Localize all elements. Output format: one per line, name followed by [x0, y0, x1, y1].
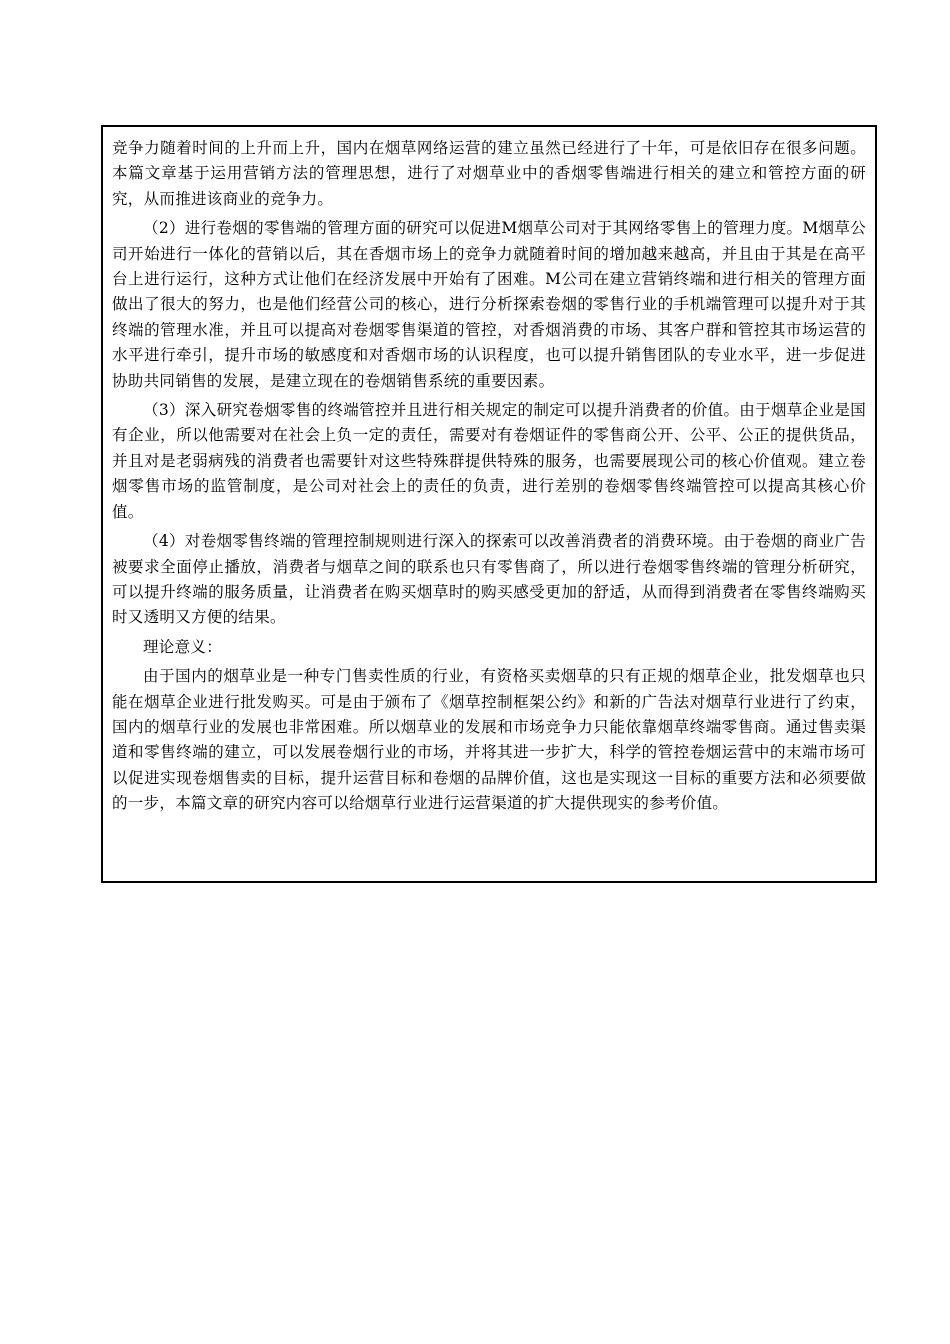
paragraph-point-3: （3）深入研究卷烟零售的终端管控并且进行相关规定的制定可以提升消费者的价值。由于烟草企业是国有企业，所以他需要对在社会上负一定的责任，需要对有卷烟证件的零售商公开、公平、公正的提供货品，并且对是老弱病残的消费者也需要针对这些特殊群提供特殊的服务，也需要展现公司的核心价值观。建立卷烟零售市场的监管制度，是公司对社会上的责任的负责，进行差别的卷烟零售终端管控可以提高其核心价值。: [112, 401, 866, 521]
paragraph-continuation: 竞争力随着时间的上升而上升，国内在烟草网络运营的建立虽然已经进行了十年，可是依旧存在很多问题。本篇文章基于运用营销方法的管理思想，进行了对烟草业中的香烟零售端进行相关的建立和管控方面的研究，从而推进该商业的竞争力。: [112, 139, 866, 208]
theory-significance-heading: 理论意义：: [143, 637, 223, 656]
bordered-text-box: [101, 125, 877, 883]
paragraph-theory: 由于国内的烟草业是一种专门售卖性质的行业，有资格买卖烟草的只有正规的烟草企业，批发烟草也只能在烟草企业进行批发购买。可是由于颁布了《烟草控制框架公约》和新的广告法对烟草行业进行了约束，国内的烟草行业的发展也非常困难。所以烟草业的发展和市场竞争力只能依靠烟草终端零售商。通过售卖渠道和零售终端的建立，可以发展卷烟行业的市场，并将其进一步扩大，科学的管控卷烟运营中的末端市场可以促进实现卷烟售卖的目标，提升运营目标和卷烟的品牌价值，这也是实现这一目标的重要方法和必须要做的一步，本篇文章的研究内容可以给烟草行业进行运营渠道的扩大提供现实的参考价值。: [112, 667, 866, 813]
paragraph-point-2: （2）进行卷烟的零售端的管理方面的研究可以促进M烟草公司对于其网络零售上的管理力度。M烟草公司开始进行一体化的营销以后，其在香烟市场上的竞争力就随着时间的增加越来越高，并且由于其是在高平台上进行运行，这种方式让他们在经济发展中开始有了困难。M公司在建立营销终端和进行相关的管理方面做出了很大的努力，也是他们经营公司的核心，进行分析探索卷烟的零售行业的手机端管理可以提升对于其终端的管理水准，并且可以提高对卷烟零售渠道的管控，对香烟消费的市场、其客户群和管控其市场运营的水平进行牵引，提升市场的敏感度和对香烟市场的认识程度，也可以提升销售团队的专业水平，进一步促进协助共同销售的发展，是建立现在的卷烟销售系统的重要因素。: [112, 219, 866, 390]
paragraph-point-4: （4）对卷烟零售终端的管理控制规则进行深入的探索可以改善消费者的消费环境。由于卷烟的商业广告被要求全面停止播放，消费者与烟草之间的联系也只有零售商了，所以进行卷烟零售终端的管理分析研究，可以提升终端的服务质量，让消费者在购买烟草时的购买感受更加的舒适，从而得到消费者在零售终端购买时又透明又方便的结果。: [112, 532, 866, 627]
